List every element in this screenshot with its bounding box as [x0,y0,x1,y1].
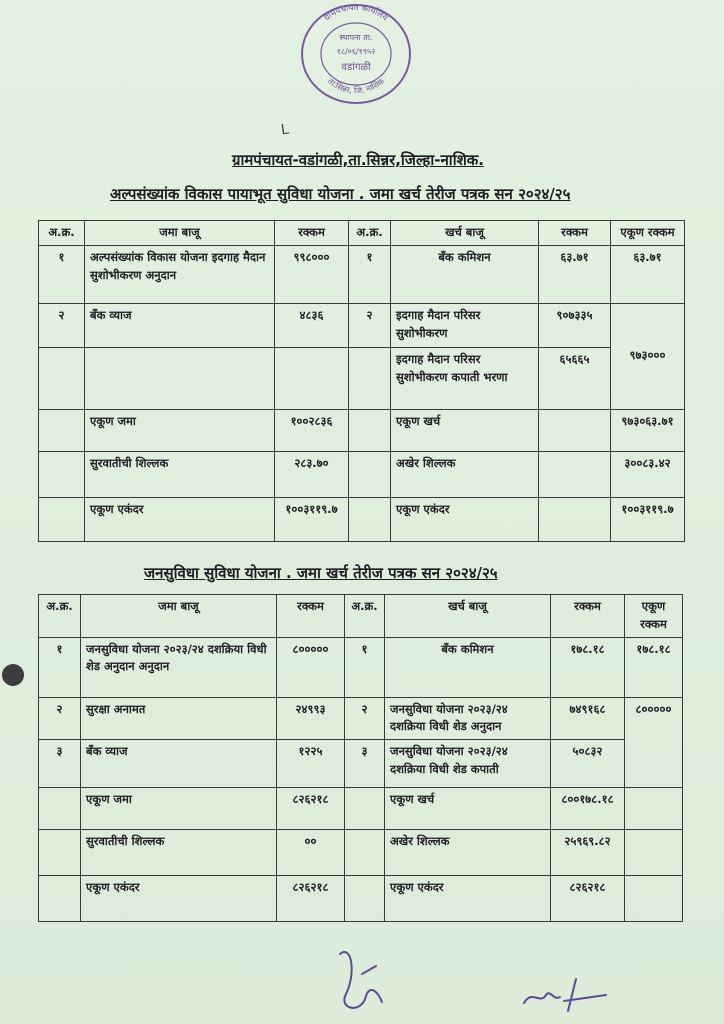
summary-row: सुरवातीची शिल्लक ०० अखेर शिल्लक २५९६९.८२ [39,830,683,876]
col-income: जमा बाजू [85,221,275,246]
col-amount: रक्कम [539,221,611,246]
svg-text:ता.सिन्नर, जि. नाशिक: ता.सिन्नर, जि. नाशिक [326,76,386,96]
col-total: एकूण रक्कम [611,221,685,246]
table-row: इदगाह मैदान परिसर सुशोभीकरण कपाती भरणा ६५६६५ [39,347,685,409]
punch-hole [2,664,24,686]
summary-row: सुरवातीची शिल्लक २८३.७० अखेर शिल्लक ३००८३.४२ [39,451,685,497]
summary-row: एकूण जमा १००२८३६ एकूण खर्च ९७३०६३.७१ [39,409,685,451]
table-row: १ जनसुविधा योजना २०२३/२४ दशक्रिया विधी शेड अनुदान अनुदान ८००००० १ बँक कमिशन १७८.१८ १७८.१८ [39,637,683,697]
page-title: ग्रामपंचायत-वडांगळी,ता.सिन्नर,जिल्हा-नाशिक. [231,151,484,169]
svg-text:ग्रामपंचायत कार्यालय: ग्रामपंचायत कार्यालय [322,2,390,24]
summary-row: एकूण एकंदर ८२६२१८ एकूण एकंदर ८२६२१८ [39,876,683,922]
table-header-row [39,595,683,638]
minority-scheme-table [38,220,685,542]
merged-total-cell: ८००००० [625,697,683,788]
col-amount: रक्कम [277,595,345,638]
summary-row: एकूण एकंदर १००३११९.७ एकूण एकंदर १००३११९.७ [39,497,685,541]
col-expense: खर्च बाजू [385,595,551,638]
signature-1 [332,944,392,1014]
col-amount: रक्कम [275,221,349,246]
pen-mark: L [279,121,290,139]
merged-total-cell: ९७३००० [611,303,685,409]
table1-heading: अल्पसंख्यांक विकास पायाभूत सुविधा योजना . जमा खर्च तेरीज पत्रक सन २०२४/२५ [110,185,571,203]
table-row: २ सुरक्षा अनामत २४९९३ २ जनसुविधा योजना २०२३/२४ दशक्रिया विधी शेड अनुदान ७४९१६८ ८००००० [39,697,683,740]
col-expense: खर्च बाजू [391,221,539,246]
col-total: एकूण रक्कम [625,595,683,638]
col-amount: रक्कम [551,595,625,638]
col-income: जमा बाजू [81,595,277,638]
office-seal-stamp [298,2,414,106]
col-sr: अ.क्र. [39,221,85,246]
table-row: १ अल्पसंख्यांक विकास योजना इदगाह मैदान सुशोभीकरण अनुदान ९९८००० १ बँक कमिशन ६३.७१ ६३.७१ [39,245,685,303]
table2-heading: जनसुविधा सुविधा योजना . जमा खर्च तेरीज पत्रक सन २०२४/२५ [144,564,498,582]
col-sr: अ.क्र. [349,221,391,246]
table-row: ३ बँक व्याज १२२५ ३ जनसुविधा योजना २०२३/२४ दशक्रिया विधी शेड कपाती ५०८३२ [39,740,683,788]
table-row: २ बँक व्याज ४८३६ २ इदगाह मैदान परिसर सुशोभीकरण ९०७३३५ ९७३००० [39,303,685,347]
jansuvidha-scheme-table [38,594,683,922]
signature-2 [520,975,610,1015]
svg-text:वडांगळी: वडांगळी [341,62,371,73]
svg-text:१८/०६/१९५२: १८/०६/१९५२ [336,47,376,56]
summary-row: एकूण जमा ८२६२१८ एकूण खर्च ८००१७८.१८ [39,788,683,830]
table-header-row [39,221,685,246]
svg-text:स्थापना ता.: स्थापना ता. [339,33,373,42]
col-sr: अ.क्र. [39,595,81,638]
col-sr: अ.क्र. [345,595,385,638]
